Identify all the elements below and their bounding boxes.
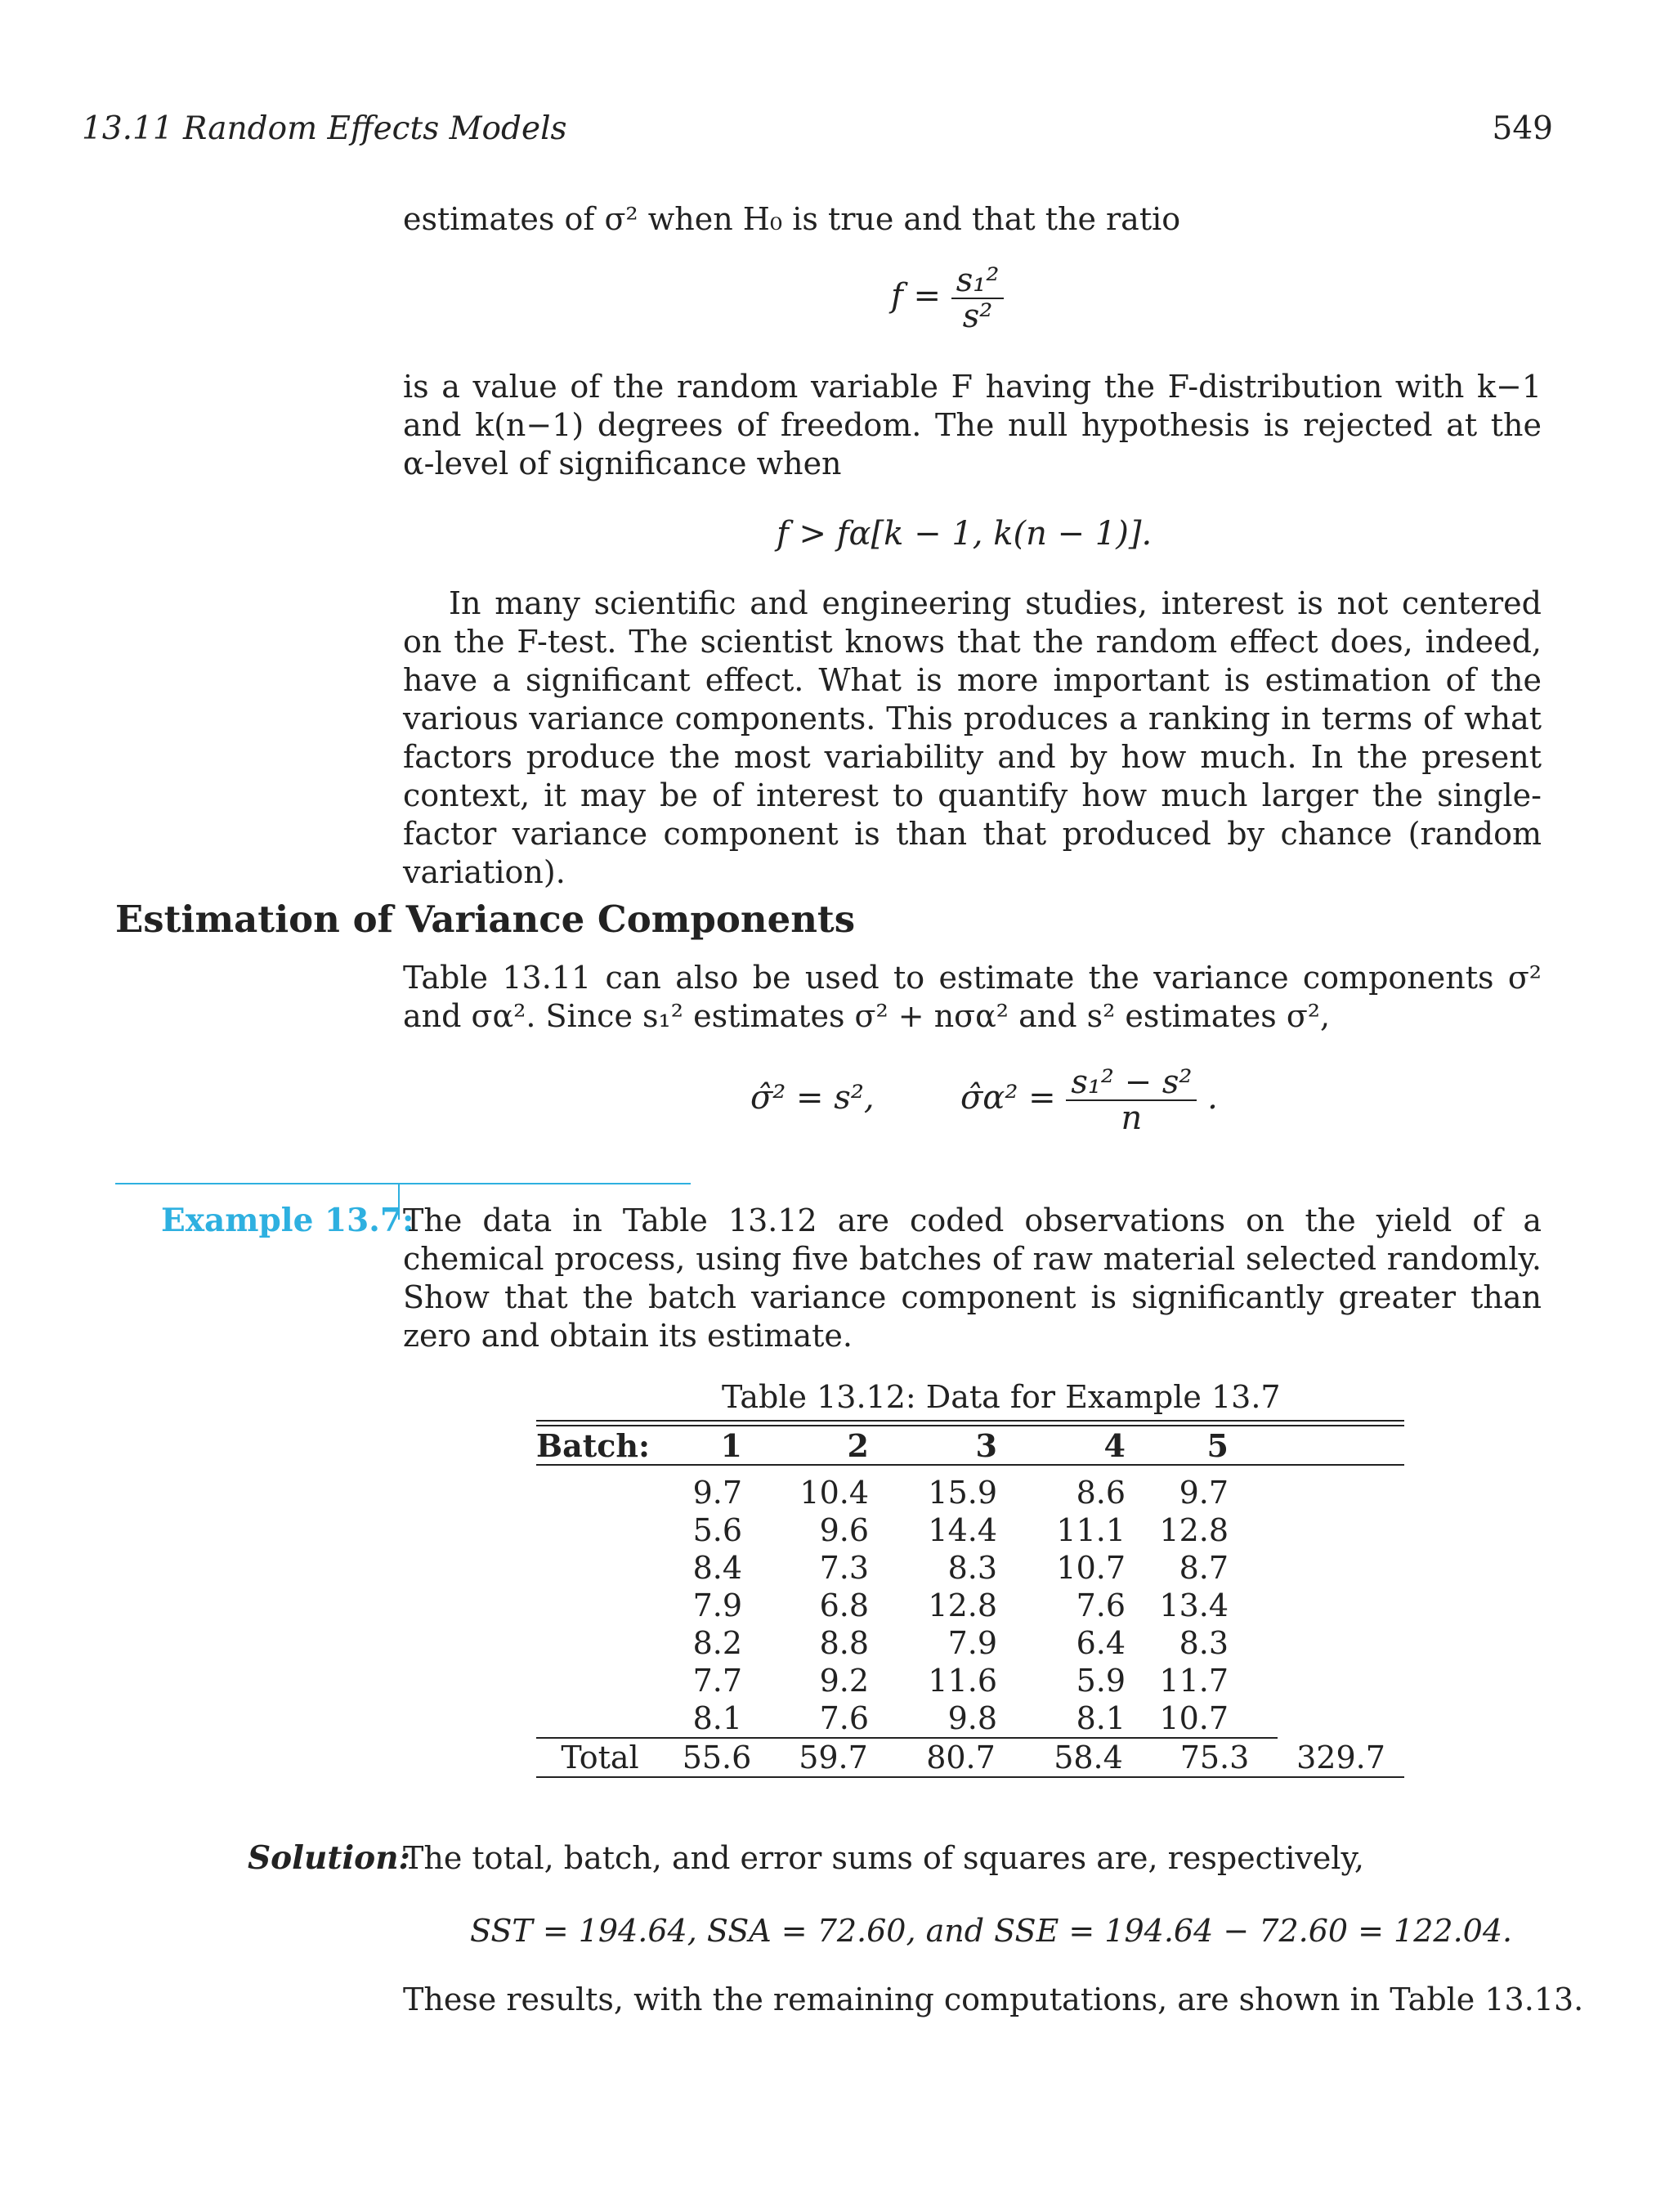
batch-header: 3 [897, 1426, 1025, 1465]
table-row [536, 1511, 1404, 1549]
batch-total: 58.4 [1025, 1738, 1152, 1777]
table-cell: 8.2 [692, 1625, 742, 1661]
table-cell: 8.3 [947, 1550, 997, 1586]
solution-label: Solution: [248, 1839, 410, 1877]
ratio-denominator: s² [962, 298, 993, 335]
row-spacer [536, 1511, 664, 1549]
sigma-alpha-fraction [1066, 1065, 1197, 1135]
batch-total: 75.3 [1152, 1738, 1278, 1777]
example-text: The data in Table 13.12 are coded observations on the yield of a chemical process, using five batches of raw material selected randomly. Show that the batch variance component is significantly greater than zero and obtain its estimate. [403, 1202, 1542, 1354]
sum-of-squares-equation: SST = 194.64, SSA = 72.60, and SSE = 194.64 − 72.60 = 122.04. [470, 1913, 1513, 1949]
paragraph-f-distribution: is a value of the random variable F having the F-distribution with k−1 and k(n−1) degrees of freedom. The null hypothesis is rejected at the α-level of significance when [403, 369, 1542, 481]
ratio-lhs: f = [891, 277, 942, 315]
section-heading: Estimation of Variance Components [115, 898, 856, 941]
sigma-alpha-numerator: s₁² − s² [1066, 1065, 1197, 1101]
total-label: Total [536, 1738, 664, 1777]
batch-header: 5 [1152, 1426, 1278, 1465]
table-cell: 5.6 [692, 1512, 742, 1548]
table-cell: 6.4 [1076, 1625, 1126, 1661]
intro-line: estimates of σ² when H₀ is true and that the ratio [403, 201, 1181, 237]
example-label: Example 13.7: [161, 1202, 414, 1239]
table-cell: 7.9 [692, 1587, 742, 1623]
table-cell: 13.4 [1159, 1587, 1229, 1623]
table-cell: 12.8 [1159, 1512, 1229, 1548]
table-cell: 7.3 [819, 1550, 869, 1586]
batch-total: 59.7 [770, 1738, 897, 1777]
table-cell: 10.7 [1159, 1700, 1229, 1736]
row-spacer [536, 1699, 664, 1738]
table-cell: 7.6 [819, 1700, 869, 1736]
table-cell: 8.7 [1179, 1550, 1229, 1586]
row-spacer [536, 1662, 664, 1699]
table-cell: 9.7 [692, 1475, 742, 1511]
table-cell: 10.4 [799, 1475, 869, 1511]
estimator-period: . [1207, 1079, 1218, 1117]
ratio-equation [891, 263, 1004, 334]
table-cell: 7.6 [1076, 1587, 1126, 1623]
table-cell: 8.8 [819, 1625, 869, 1661]
grand-total: 329.7 [1278, 1738, 1404, 1777]
running-header-section: 13.11 Random Effects Models [82, 110, 567, 147]
rejection-equation: f > fα[k − 1, k(n − 1)]. [777, 515, 1153, 553]
table-row [536, 1624, 1404, 1662]
table-caption: Table 13.12: Data for Example 13.7 [722, 1379, 1281, 1415]
table-cell: 5.9 [1076, 1663, 1126, 1699]
table-cell: 11.1 [1056, 1512, 1126, 1548]
sigma-alpha-hat-lhs: σ̂α² = [960, 1079, 1056, 1117]
table-cell: 15.9 [928, 1475, 997, 1511]
paragraph-estimation: Table 13.11 can also be used to estimate the variance components σ² and σα². Since s₁² estimates σ² + nσα² and s² estimates σ², [403, 960, 1542, 1034]
table-cell: 7.9 [947, 1625, 997, 1661]
paragraph-variance-motivation: In many scientific and engineering studies, interest is not centered on the F-test. The scientist knows that the random effect does, indeed, have a significant effect. What is more important is estimation of the various variance components. This produces a ranking in terms of what factors produce the most variability and by how much. In the present context, it may be of interest to quantify how much larger the single-factor variance component is than that produced by chance (random variation). [403, 585, 1542, 890]
table-row [536, 1662, 1404, 1699]
table-cell: 9.6 [819, 1512, 869, 1548]
ratio-numerator: s₁² [951, 263, 1005, 299]
table-cell: 7.7 [692, 1663, 742, 1699]
table-cell: 11.6 [928, 1663, 997, 1699]
ratio-fraction [951, 263, 1005, 334]
solution-closing: These results, with the remaining computations, are shown in Table 13.13. [403, 1981, 1584, 2017]
batch-header-label: Batch: [536, 1426, 664, 1465]
row-spacer [536, 1624, 664, 1662]
row-spacer [536, 1474, 664, 1511]
table-row [536, 1474, 1404, 1511]
table-row [536, 1587, 1404, 1624]
batch-header: 2 [770, 1426, 897, 1465]
table-cell: 10.7 [1056, 1550, 1126, 1586]
table-row [536, 1549, 1404, 1587]
sigma-hat-estimate: σ̂² = s², [750, 1079, 875, 1117]
table-cell: 8.6 [1076, 1475, 1126, 1511]
table-cell: 8.4 [692, 1550, 742, 1586]
batch-total: 55.6 [664, 1738, 770, 1777]
table-cell: 11.7 [1159, 1663, 1229, 1699]
batch-header: 1 [664, 1426, 770, 1465]
table-cell: 9.8 [947, 1700, 997, 1736]
batch-total: 80.7 [897, 1738, 1025, 1777]
table-cell: 6.8 [819, 1587, 869, 1623]
estimator-equations [750, 1065, 1218, 1135]
table-cell: 12.8 [928, 1587, 997, 1623]
row-spacer [536, 1587, 664, 1624]
data-table [536, 1420, 1404, 1778]
table-cell: 9.2 [819, 1663, 869, 1699]
solution-text: The total, batch, and error sums of squares are, respectively, [403, 1840, 1364, 1876]
sigma-alpha-denominator: n [1121, 1099, 1143, 1137]
page-number: 549 [1492, 110, 1553, 147]
table-cell: 8.1 [692, 1700, 742, 1736]
table-cell: 8.1 [1076, 1700, 1126, 1736]
table-row [536, 1699, 1404, 1738]
table-cell: 9.7 [1179, 1475, 1229, 1511]
row-spacer [536, 1549, 664, 1587]
example-rule [115, 1183, 691, 1184]
table-cell: 8.3 [1179, 1625, 1229, 1661]
batch-header: 4 [1025, 1426, 1152, 1465]
table-cell: 14.4 [928, 1512, 997, 1548]
